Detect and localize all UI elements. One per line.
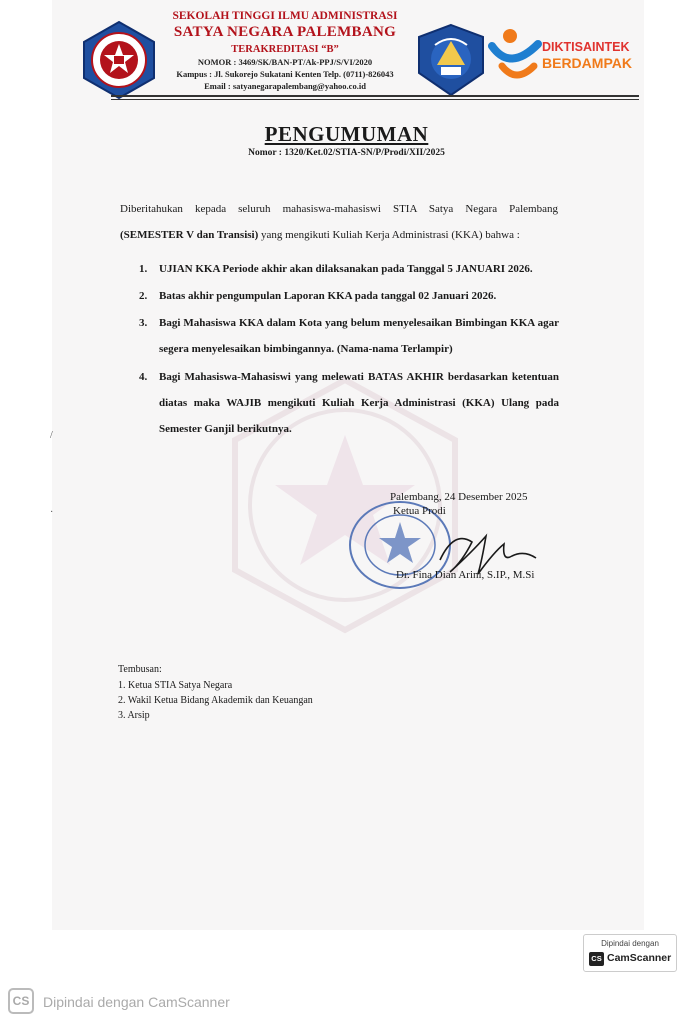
list-item: Bagi Mahasiswa KKA dalam Kota yang belum menyelesaikan Bimbingan KKA agar segera menyelesaikan bimbingannya. (Nama-nama Terlampir) (159, 317, 559, 355)
diktisaintek-logo (488, 26, 543, 88)
scan-mark: · (50, 507, 54, 518)
cc-label: Tembusan: (118, 664, 162, 675)
college-name: SATYA NEGARA PALEMBANG (173, 24, 397, 40)
camscanner-icon: CS (589, 952, 604, 966)
signer-name: Dr. Fina Dian Arini, S.IP., M.Si (396, 569, 535, 581)
cc-item: 3. Arsip (118, 710, 150, 721)
place-date: Palembang, 24 Desember 2025 (390, 491, 528, 503)
signer-role: Ketua Prodi (393, 505, 446, 517)
list-item: Bagi Mahasiswa-Mahasiswi yang melewati BATAS AKHIR berdasarkan ketentuan diatas maka WAJIB mengikuti Kuliah Kerja Administrasi (KKA) Ulang pada Semester Ganjil berikutnya. (159, 371, 559, 435)
scan-mark: / (50, 430, 53, 441)
item-number: 2. (139, 290, 148, 302)
list-item: UJIAN KKA Periode akhir akan dilaksanakan pada Tanggal 5 JANUARI 2026. (159, 263, 533, 275)
intro-semester: (SEMESTER V dan Transisi) (120, 229, 259, 241)
camscanner-footer-icon: CS (8, 988, 34, 1014)
announcement-number: Nomor : 1320/Ket.02/STIA-SN/P/Prodi/XII/2025 (248, 148, 445, 158)
camscanner-footer-text: Dipindai dengan CamScanner (43, 994, 230, 1010)
list-item: Batas akhir pengumpulan Laporan KKA pada tanggal 02 Januari 2026. (159, 290, 497, 302)
item-number: 1. (139, 263, 148, 275)
email-address: Email : satyanegarapalembang@yahoo.co.id (204, 81, 366, 91)
announcement-title: PENGUMUMAN (264, 122, 429, 146)
item-number: 3. (139, 317, 148, 329)
header-rule (111, 95, 639, 97)
cc-item: 2. Wakil Ketua Bidang Akademik dan Keuangan (118, 695, 313, 706)
intro-line-2 (120, 229, 558, 241)
college-type: SEKOLAH TINGGI ILMU ADMINISTRASI (172, 10, 398, 22)
badge-caption: Dipindai dengan (601, 939, 659, 948)
accreditation: TERAKREDITASI “B” (231, 44, 339, 55)
accreditation-number: NOMOR : 3469/SK/BAN-PT/Ak-PPJ/S/VI/2020 (197, 57, 373, 67)
intro-rest: yang mengikuti Kuliah Kerja Administrasi (KKA) bahwa : (258, 229, 520, 241)
header-rule-thin (111, 99, 639, 100)
college-logo (80, 20, 158, 100)
cc-item: 1. Ketua STIA Satya Negara (118, 680, 233, 691)
item-number: 4. (139, 371, 148, 383)
diktisaintek-wordmark-2: BERDAMPAK (542, 55, 632, 71)
intro-line-1: Diberitahukan kepada seluruh mahasiswa-mahasiswi STIA Satya Negara Palembang (120, 203, 558, 215)
tut-wuri-handayani-logo (415, 23, 487, 97)
camscanner-badge (583, 934, 677, 972)
badge-brand: CamScanner (607, 952, 672, 964)
diktisaintek-wordmark-1: DIKTISAINTEK (542, 40, 630, 54)
campus-address: Kampus : Jl. Sukorejo Sukatani Kenten Telp. (0711)-826043 (176, 69, 394, 79)
